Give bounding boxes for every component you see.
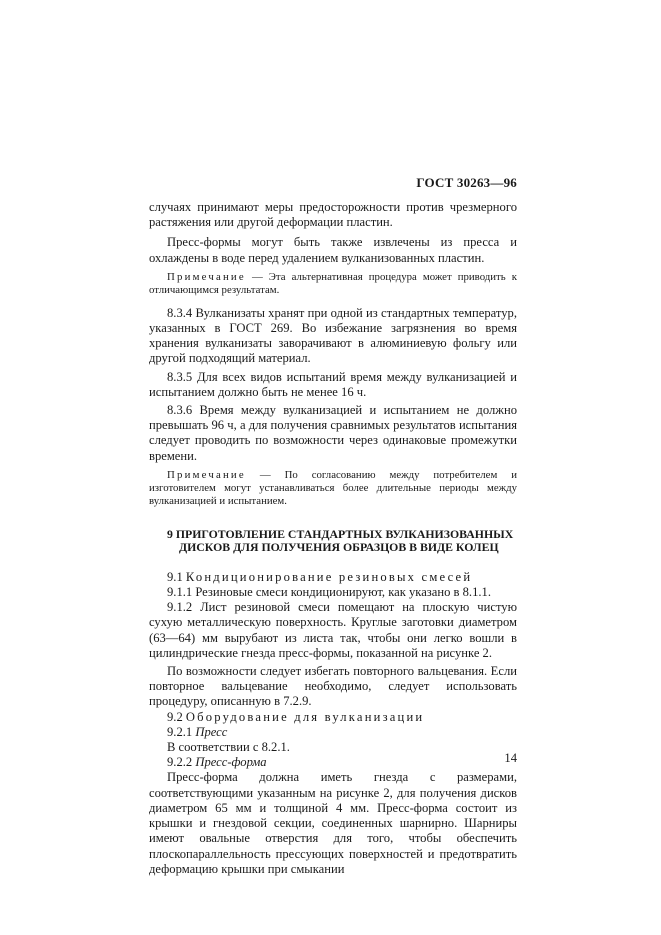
subsection-9-1-name: Кондиционирование резиновых смесей (185, 569, 473, 584)
subsection-9-2-2-number: 9.2.2 (167, 755, 196, 770)
subsection-9-2-1-name: Пресс (195, 724, 228, 739)
note-2 (149, 469, 517, 508)
paragraph-9-2-2: Пресс-форма должна иметь гнезда с размерами, соответствующими указанным на рисунке 2, для получения дисков диаметром 65 мм и толщиной 4 мм. Пресс-форма состоит из крышки и гнездовой секции, соединенных шарнирно. Шарниры имеют овальные отверстия для того, чтобы обеспечить плоскопараллельность прессующих поверхностей и предотвратить деформацию крышки при смыкании (149, 770, 517, 876)
subsection-9-2-title (149, 710, 517, 725)
subsection-9-2-1-number: 9.2.1 (167, 724, 196, 739)
paragraph-8-3-6: 8.3.6 Время между вулканизацией и испытанием не должно превышать 96 ч, а для получения сравнимых результатов испытания следует проводить по возможности через одинаковые промежутки времени. (149, 403, 517, 463)
note-2-text: — По согласованию между потребителем и изготовителем могут устанавливаться более длительные периоды между вулканизацией и испытанием. (149, 468, 517, 507)
document-body (149, 200, 517, 877)
note-1 (149, 271, 517, 297)
paragraph-continuation: случаях принимают меры предосторожности против чрезмерного растяжения или другой деформации пластин. (149, 200, 517, 230)
paragraph-8-3-5: 8.3.5 Для всех видов испытаний время между вулканизацией и испытанием должно быть не менее 16 ч. (149, 369, 517, 399)
subsection-9-1-number: 9.1 (167, 569, 186, 584)
section-9-heading (149, 528, 517, 554)
paragraph-9-1-1: 9.1.1 Резиновые смеси кондиционируют, как указано в 8.1.1. (167, 585, 491, 600)
note-2-label: Примечание (167, 468, 246, 481)
subsection-9-2-1-title (149, 725, 517, 740)
paragraph-8-3-4: 8.3.4 Вулканизаты хранят при одной из стандартных температур, указанных в ГОСТ 269. Во избежание загрязнения во время хранения вулканизаты заворачивают в алюминиевую фольгу или другой подходящий материал. (149, 305, 517, 366)
note-1-label: Примечание (167, 270, 246, 283)
subsection-9-2-2-name: Пресс-форма (195, 755, 267, 770)
subsection-9-2-2-title (149, 755, 517, 770)
section-9-heading-line1: 9 ПРИГОТОВЛЕНИЕ СТАНДАРТНЫХ ВУЛКАНИЗОВАННЫХ (167, 526, 514, 541)
paragraph-9-2-1: В соответствии с 8.2.1. (167, 740, 290, 755)
paragraph-press-forms: Пресс-формы могут быть также извлечены из пресса и охлаждены в воде перед удалением вулканизованных пластин. (149, 235, 517, 265)
subsection-9-2-name: Оборудование для вулканизации (185, 709, 425, 724)
standard-header: ГОСТ 30263—96 (416, 175, 517, 190)
page-number: 14 (504, 751, 517, 765)
paragraph-re-milling: По возможности следует избегать повторного вальцевания. Если повторное вальцевание необходимо, следует использовать процедуру, описанную в 7.2.9. (149, 664, 517, 709)
section-9-heading-line2: ДИСКОВ ДЛЯ ПОЛУЧЕНИЯ ОБРАЗЦОВ В ВИДЕ КОЛЕЦ (179, 539, 499, 554)
note-1-text: — Эта альтернативная процедура может приводить к отличающимся результатам. (149, 270, 517, 296)
paragraph-9-1-2: 9.1.2 Лист резиновой смеси помещают на плоскую чистую сухую металлическую поверхность. Круглые заготовки диаметром (63—64) мм вырубают из листа так, чтобы они легко вошли в цилиндрические гнезда пресс-формы, показанной на рисунке 2. (149, 600, 517, 660)
subsection-9-2-number: 9.2 (167, 709, 186, 724)
subsection-9-1-title (149, 570, 517, 585)
